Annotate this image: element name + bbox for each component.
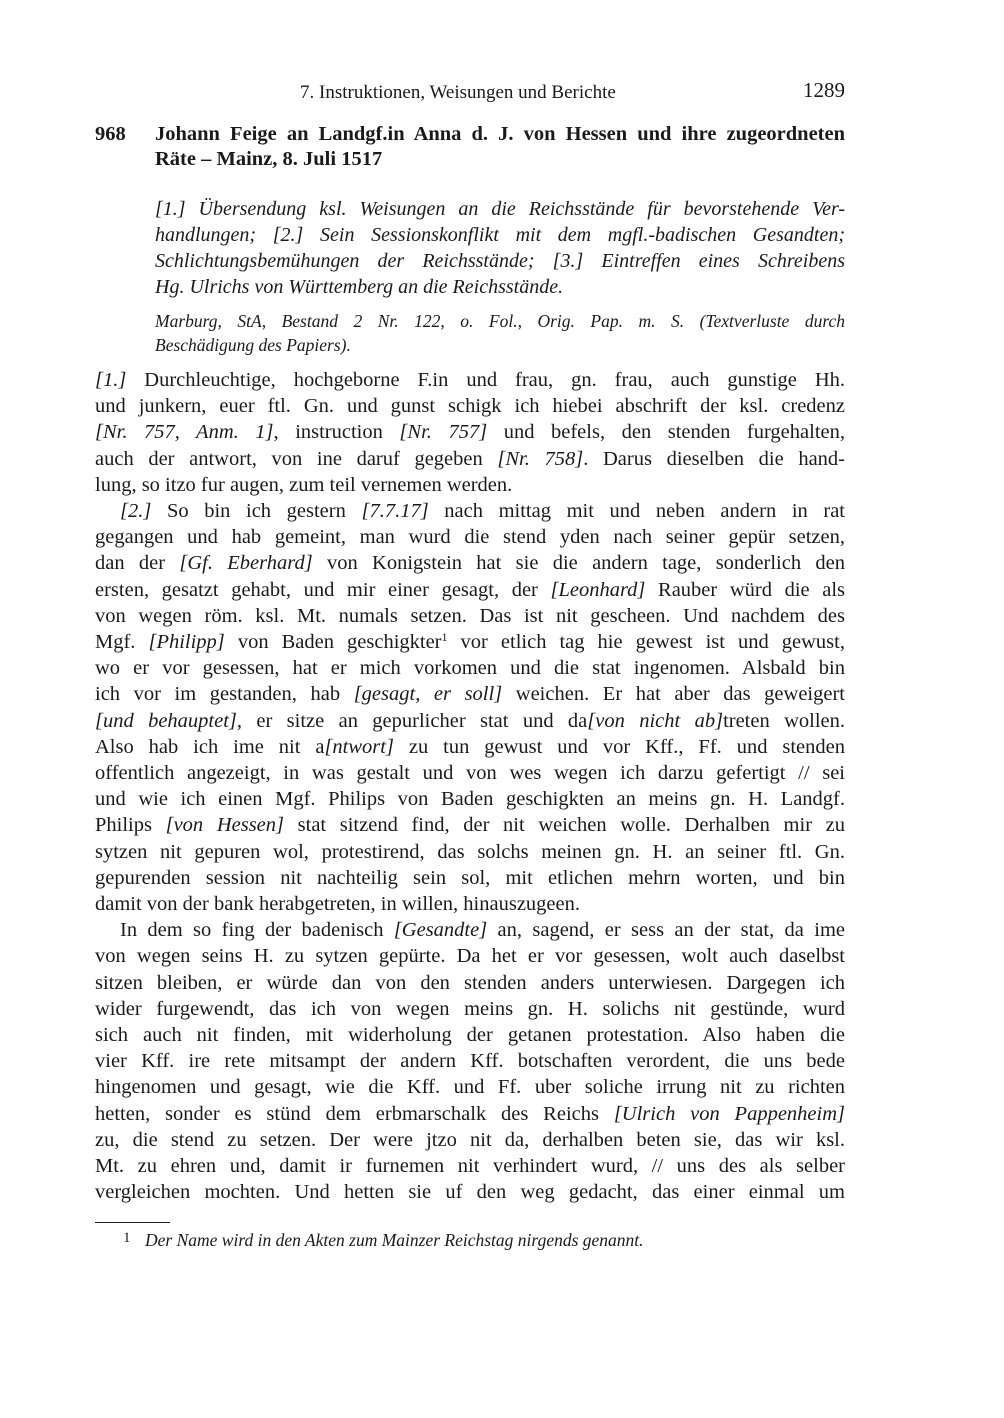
body-line	[95, 917, 845, 943]
body-line	[95, 498, 845, 524]
body-line	[95, 996, 845, 1022]
body-line	[95, 1179, 845, 1205]
footnote-number: 1	[123, 1230, 131, 1246]
body-line	[95, 1101, 845, 1127]
text-segment: vier Kff. ire rete mitsampt der andern Kff. botschaften verordent, die uns bede	[95, 1050, 845, 1073]
text-segment: ich vor im gestanden, hab	[95, 683, 354, 706]
text-segment: vergleichen mochten. Und hetten sie uf den weg gedacht, das einer einmal um	[95, 1181, 845, 1204]
footnote-divider	[95, 1222, 170, 1223]
body-line	[95, 419, 845, 445]
text-segment: Also hab ich ime nit a	[95, 735, 325, 758]
body-line	[95, 577, 845, 603]
body-line	[95, 839, 845, 865]
body-line	[95, 550, 845, 576]
text-segment: vor etlich tag hie gewest ist und gewust,	[447, 631, 845, 654]
text-segment: . Darus dieselben die hand-	[583, 447, 845, 470]
text-segment: zu tun gewust und vor Kff., Ff. und stenden	[393, 735, 845, 758]
text-segment: und wie ich einen Mgf. Philips von Baden geschigkten an meins gn. H. Landgf.	[95, 788, 845, 811]
editorial-insertion: [Nr. 757, Anm. 1]	[95, 421, 274, 444]
body-line	[95, 524, 845, 550]
title-line: Johann Feige an Landgf.in Anna d. J. von Hessen und ihre zugeordneten	[155, 123, 845, 145]
editorial-insertion: [2.]	[120, 500, 152, 523]
editorial-insertion: [Gesandte]	[393, 919, 488, 942]
body-line	[95, 786, 845, 812]
body-line	[95, 629, 845, 655]
editorial-insertion: [von nicht ab]	[587, 709, 724, 732]
document-summary	[155, 196, 845, 300]
body-line	[95, 1127, 845, 1153]
editorial-insertion: [Gf. Eberhard]	[179, 552, 313, 575]
editorial-insertion: [7.7.17]	[361, 500, 429, 523]
text-segment: dan der	[95, 552, 180, 575]
running-title: 7. Instruktionen, Weisungen und Berichte	[300, 82, 616, 103]
title-line: Räte – Mainz, 8. Juli 1517	[155, 148, 383, 170]
editorial-insertion: [Leonhard]	[550, 578, 646, 601]
archival-source	[155, 309, 845, 357]
editorial-insertion: [1.]	[95, 369, 127, 391]
text-segment: von Konigstein hat sie die andern tage, sonderlich den	[312, 552, 845, 575]
text-segment: So bin ich gestern	[151, 500, 362, 523]
body-line	[95, 472, 845, 498]
editorial-insertion: [gesagt, er soll]	[353, 683, 503, 706]
text-segment: treten wollen.	[723, 709, 846, 732]
editorial-insertion: [Nr. 758]	[497, 447, 584, 470]
text-segment: Rauber würd die als	[645, 578, 845, 601]
text-segment: zu, die stend zu setzen. Der were jtzo nit da, derhalben beten sie, das wir ksl.	[95, 1128, 845, 1151]
text-segment: , er sitze an gepurlicher stat und da	[236, 709, 588, 732]
body-line	[95, 865, 845, 891]
page-number: 1289	[803, 78, 845, 102]
text-segment: wo er vor gesessen, hat er mich vorkomen und die stat ingenomen. Alsbald bin	[95, 657, 845, 680]
body-line	[95, 943, 845, 969]
text-segment: und befels, den stenden furgehalten,	[487, 421, 845, 444]
text-segment: nach mittag mit und neben andern in rat	[428, 500, 845, 523]
body-line	[95, 708, 845, 734]
text-segment: lung, so itzo fur augen, zum teil vernemen werden.	[95, 473, 513, 496]
text-segment: Mt. zu ehren und, damit ir furnemen nit verhindert wurd, // uns des als selber	[95, 1155, 845, 1178]
source-line: Beschädigung des Papiers).	[155, 335, 351, 355]
text-segment: von wegen seins H. zu sytzen gepürte. Da het er vor gesessen, wolt auch daselbst	[95, 945, 845, 968]
body-line	[95, 891, 845, 917]
text-segment: und junkern, euer ftl. Gn. und gunst schigk ich hiebei abschrift der ksl. credenz	[95, 395, 845, 418]
text-segment: Mgf.	[95, 631, 149, 654]
text-segment: auch der antwort, von ine daruf gegeben	[95, 447, 498, 470]
text-segment: In dem so fing der badenisch	[120, 919, 394, 942]
body-line	[95, 681, 845, 707]
text-segment: hingenomen und gesagt, wie die Kff. und Ff. uber soliche irrung nit zu richten	[95, 1076, 845, 1099]
text-segment: offentlich angezeigt, in was gestalt und von wes wegen ich darzu gefertigt // sei	[95, 762, 845, 785]
text-segment: wider furgewendt, das ich von wegen meins gn. H. solichs nit gestünde, wurd	[95, 997, 845, 1020]
editorial-insertion: [Nr. 757]	[399, 421, 488, 444]
editorial-insertion: [von Hessen]	[165, 814, 285, 837]
text-segment: gegangen und hab gemeint, man wurd die stend yden nach seiner gepür setzen,	[95, 526, 845, 549]
text-segment: an, sagend, er sess an der stat, da ime	[487, 919, 845, 942]
text-segment: sich auch nit finden, mit widerholung der getanen protestation. Also haben die	[95, 1024, 845, 1047]
editorial-insertion: [Ulrich von Pappenheim]	[613, 1102, 846, 1125]
summary-line: Hg. Ulrichs von Württemberg an die Reichsstände.	[155, 276, 564, 298]
editorial-insertion: [ntwort]	[324, 735, 394, 758]
text-segment: von wegen röm. ksl. Mt. numals setzen. Das ist nit gescheen. Und nachdem des	[95, 604, 845, 627]
body-line	[95, 1022, 845, 1048]
document-number: 968	[95, 123, 126, 145]
text-segment: sitzen bleiben, er würde dan von den stenden anders unterwiesen. Dargegen ich	[95, 971, 845, 994]
letter-body	[95, 367, 845, 1206]
body-line	[95, 970, 845, 996]
body-line	[95, 367, 845, 393]
text-segment: von Baden geschigkter	[224, 631, 442, 654]
summary-line: handlungen; [2.] Sein Sessionskonflikt mit dem mgfl.-badischen Gesandten;	[155, 224, 845, 246]
text-segment: gepurenden session nit nachteilig sein sol, mit etlichen mehrn worten, und bin	[95, 866, 845, 889]
text-segment: ersten, gesatzt gehabt, und mir einer gesagt, der	[95, 578, 551, 601]
text-segment: sytzen nit gepuren wol, protestirend, das solchs meinen gn. H. an seiner ftl. Gn.	[95, 840, 845, 863]
summary-line: Schlichtungsbemühungen der Reichsstände; [3.] Eintreffen eines Schreibens	[155, 250, 845, 272]
text-segment: hetten, sonder es stünd dem erbmarschalk des Reichs	[95, 1102, 614, 1125]
body-line	[95, 812, 845, 838]
footnote-text: Der Name wird in den Akten zum Mainzer Reichstag nirgends genannt.	[145, 1230, 644, 1250]
body-line	[95, 1048, 845, 1074]
text-segment: Philips	[95, 814, 166, 837]
text-segment: damit von der bank herabgetreten, in willen, hinauszugeen.	[95, 893, 581, 916]
body-line	[95, 655, 845, 681]
editorial-insertion: [Philipp]	[148, 631, 225, 654]
body-line	[95, 603, 845, 629]
text-segment: , instruction	[273, 421, 400, 444]
body-line	[95, 760, 845, 786]
running-head	[95, 80, 845, 106]
body-line	[95, 1153, 845, 1179]
body-line	[95, 446, 845, 472]
body-line	[95, 393, 845, 419]
text-segment: Durchleuchtige, hochgeborne F.in und frau, gn. frau, auch gunstige Hh.	[126, 369, 845, 391]
body-line	[95, 1074, 845, 1100]
footnote-reference: 1	[441, 630, 448, 645]
text-segment: stat sitzend find, der nit weichen wolle. Derhalben mir zu	[284, 814, 846, 837]
body-line	[95, 734, 845, 760]
summary-line: [1.] Übersendung ksl. Weisungen an die Reichsstände für bevorstehende Ver-	[155, 198, 845, 220]
text-segment: weichen. Er hat aber das geweigert	[502, 683, 845, 706]
source-line: Marburg, StA, Bestand 2 Nr. 122, o. Fol., Orig. Pap. m. S. (Textverluste durch	[155, 311, 845, 331]
document-title	[155, 122, 845, 172]
editorial-insertion: [und behauptet]	[95, 709, 237, 732]
